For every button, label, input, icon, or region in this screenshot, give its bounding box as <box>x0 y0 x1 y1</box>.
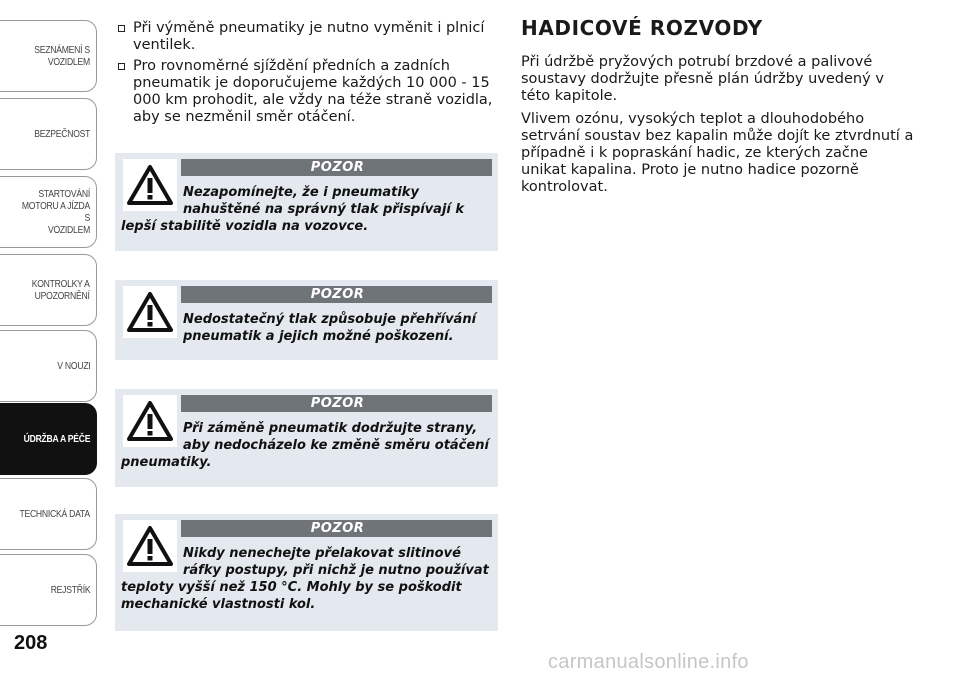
tab-v-nouzi[interactable]: V NOUZI <box>0 330 97 402</box>
watermark: carmanualsonline.info <box>548 651 749 673</box>
warning-text: Nikdy nenechejte přelakovat slitinové ráfky postupy, při nichž je nutno používat teploty vyšší než 150 °C. Mohly by se poškodit mechanické vlastnosti kol. <box>121 546 489 612</box>
tab-rejstrik[interactable]: REJSTŘÍK <box>0 554 97 626</box>
square-bullet-icon <box>118 63 125 70</box>
tab-seznameni-s-vozidlem[interactable]: SEZNÁMENÍ S VOZIDLEM <box>0 20 97 92</box>
tab-kontrolky-a-upozorneni[interactable]: KONTROLKY A UPOZORNĚNÍ <box>0 254 97 326</box>
list-item: Pro rovnoměrné sjíždění předních a zadních pneumatik je doporučujeme každých 10 000 - 15 000 km prohodit, ale vždy na téže straně vozidla, aby se nezměnil směr otáčení. <box>115 58 498 126</box>
tab-udrzba-a-pece[interactable]: ÚDRŽBA A PÉČE <box>0 403 97 475</box>
warning-box <box>115 153 498 251</box>
warning-header: POZOR <box>181 395 492 412</box>
tab-startovani-motoru[interactable]: STARTOVÁNÍ MOTORU A JÍZDA S VOZIDLEM <box>0 176 97 248</box>
warning-box <box>115 280 498 360</box>
warning-header: POZOR <box>181 159 492 176</box>
paragraph: Vlivem ozónu, vysokých teplot a dlouhodobého setrvání soustav bez kapalin může dojít ke ztvrdnutí a případně i k popraskání hadic, ze kterých začne unikat kapalina. Proto je nutno hadice pozorně kontrolovat. <box>521 111 914 195</box>
section-title: HADICOVÉ ROZVODY <box>521 16 763 40</box>
warning-triangle-icon <box>123 159 177 211</box>
left-column <box>115 20 498 130</box>
warning-triangle-icon <box>123 286 177 338</box>
paragraph: Při údržbě pryžových potrubí brzdové a palivové soustavy dodržujte přesně plán údržby uvedený v této kapitole. <box>521 54 884 104</box>
right-column <box>521 16 916 202</box>
tab-technicka-data[interactable]: TECHNICKÁ DATA <box>0 478 97 550</box>
warning-triangle-icon <box>123 520 177 572</box>
page-number: 208 <box>14 632 48 654</box>
warning-text: Nedostatečný tlak způsobuje přehřívání pneumatik a jejich možné poškození. <box>183 312 477 344</box>
warning-text: Při záměně pneumatik dodržujte strany, aby nedocházelo ke změně směru otáčení pneumatiky. <box>121 421 489 470</box>
warning-header: POZOR <box>181 286 492 303</box>
warning-box <box>115 389 498 487</box>
warning-triangle-icon <box>123 395 177 447</box>
tab-bezpecnost[interactable]: BEZPEČNOST <box>0 98 97 170</box>
square-bullet-icon <box>118 25 125 32</box>
warning-header: POZOR <box>181 520 492 537</box>
bullet-list <box>115 20 498 126</box>
warning-box <box>115 514 498 631</box>
warning-text: Nezapomínejte, že i pneumatiky nahuštěné na správný tlak přispívají k lepší stabilitě vozidla na vozovce. <box>121 185 465 234</box>
list-item: Při výměně pneumatiky je nutno vyměnit i plnicí ventilek. <box>115 20 498 54</box>
